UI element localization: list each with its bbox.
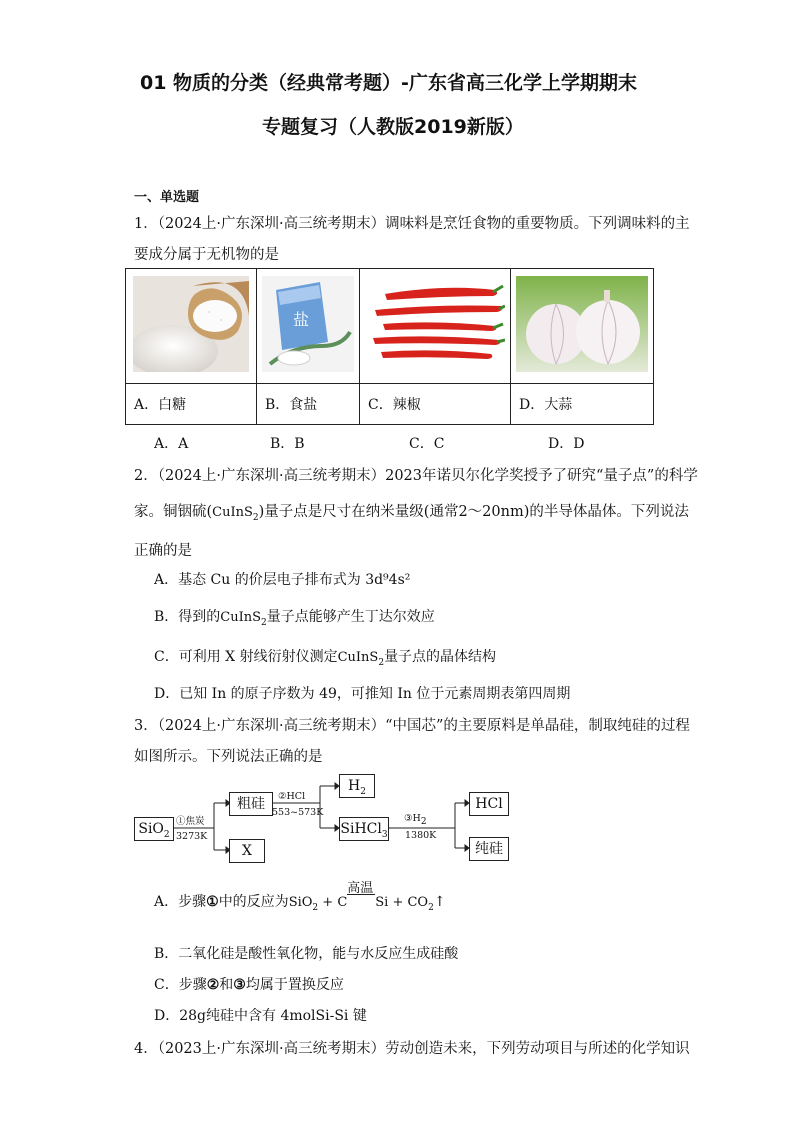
flow-step3-top-text: ③H [404,813,421,824]
flow-step2-bottom: 553~573K [272,807,324,818]
q3-eq-sio2: SiO [288,895,313,910]
flow-step2-top: ②HCl [278,791,306,802]
q1-stem-line2: 要成分属于无机物的是 [134,247,279,263]
q1-cell-a: A．白糖 [126,384,257,425]
q2-formula-sub: 2 [252,512,259,523]
flow-step3-sub: 2 [420,816,427,827]
q2-formula: CuInS [212,505,253,520]
q2-option-c-a: C．可利用 X 射线衍射仪测定 [154,649,338,665]
flow-box-h2 [339,774,375,798]
flow-h2-text: H [348,778,361,794]
sugar-image [126,269,257,384]
q3-eq-sub1: 2 [312,902,319,913]
q3-eq-cond-line [347,894,375,895]
q3-option-c [154,974,344,994]
flow-step3-bottom: 1380K [405,830,437,841]
q2-stem-line2 [134,500,689,523]
chili-image [360,269,511,384]
q3-option-b: B．二氧化硅是酸性氧化物，能与水反应生成硅酸 [154,946,459,962]
q2-option-c-formula: CuInS [337,650,379,665]
salt-image [257,269,360,384]
q3-option-c-pre: C．步骤 [154,977,207,993]
flow-sio2-text: SiO [138,821,164,837]
q1-cell-b: B．食盐 [257,384,360,425]
q3-eq-cond-text: 高温 [347,881,374,896]
garlic-image [511,269,654,384]
flow-box-pure-si: 纯硅 [469,837,509,861]
flow-sihcl3-sub: 3 [381,829,388,840]
q1-stem-line1: 1．（2024上·广东深圳·高三统考期末）调味料是烹饪食物的重要物质。下列调味料的主 [134,216,690,232]
q2-option-b-a: B．得到的 [154,609,221,625]
flow-sihcl3-text: SiHCl [340,821,382,837]
q3-stem-line1: 3．（2024上·广东深圳·高三统考期末）“中国芯”的主要原料是单晶硅，制取纯硅的过程 [134,718,690,734]
flow-sio2-sub: 2 [163,829,170,840]
q1-cell-c: C．辣椒 [360,384,511,425]
q3-option-a-circle: ① [206,894,219,910]
flow-h2-sub: 2 [360,786,366,797]
q2-option-b-formula: CuInS [220,610,262,625]
q3-eq-sub2: 2 [428,902,434,913]
q2-option-c [154,646,496,668]
q2-option-c-b: 量子点的晶体结构 [384,649,497,665]
q3-option-a-pre: A．步骤 [154,894,207,910]
q2-stem-line2-a: 家。铜铟硫( [134,504,213,520]
q3-eq-c: + C [318,895,348,910]
q3-stem-line2: 如图所示。下列说法正确的是 [134,749,323,765]
q1-answer-c: C．C [409,436,445,452]
q2-option-b [154,606,435,628]
q4-stem-line1: 4．（2023上·广东深圳·高三统考期末）劳动创造未来，下列劳动项目与所述的化学知识 [134,1041,690,1057]
q3-option-c-circle3: ③ [233,977,246,993]
q3-option-c-post: 均属于置换反应 [245,977,344,993]
flow-box-x: X [229,839,265,863]
q3-option-a-mid: 中的反应为 [218,894,289,910]
q1-image-table [125,268,654,425]
q2-option-b-b: 量子点能够产生丁达尔效应 [266,609,435,625]
flow-step1-top: ①焦炭 [176,816,205,827]
q3-eq-arrow-cond [347,881,375,906]
flow-step3-top [404,813,427,827]
q3-option-a [154,881,446,913]
q3-option-c-circle2: ② [206,977,220,993]
q3-eq-up-arrow: ↑ [433,894,446,910]
flow-step1-bottom: 3273K [176,831,208,842]
salt-label: 盐 [293,310,310,329]
doc-title-line1: 01 物质的分类（经典常考题）-广东省高三化学上学期期末 [140,72,637,94]
q3-option-d: D．28g纯硅中含有 4molSi-Si 键 [154,1008,367,1024]
q2-option-c-sub: 2 [378,657,385,668]
q2-stem-line1: 2．（2024上·广东深圳·高三统考期末）2023年诺贝尔化学奖授予了研究“量子点”的科学 [134,468,698,484]
q1-answer-a: A．A [154,436,189,452]
q2-stem-line3: 正确的是 [134,543,192,559]
q2-option-b-sub: 2 [261,617,267,628]
section-heading: 一、单选题 [134,190,200,205]
doc-title-line2: 专题复习（人教版2019新版） [262,116,524,138]
flow-box-sihcl3 [339,817,389,841]
q2-option-a: A．基态 Cu 的价层电子排布式为 3d⁹4s² [154,572,411,588]
q2-option-d: D．已知 In 的原子序数为 49，可推知 In 位于元素周期表第四周期 [154,686,571,702]
flow-box-crude-si: 粗硅 [229,792,273,816]
q3-option-c-and: 和 [219,977,234,993]
q1-answer-b: B．B [270,436,305,452]
flow-box-sio2 [134,817,174,841]
q1-cell-d: D．大蒜 [511,384,654,425]
q2-stem-line2-b: )量子点是尺寸在纳米量级(通常2～20nm)的半导体晶体。下列说法 [258,504,689,520]
q1-answer-d: D．D [548,436,585,452]
q3-eq-si: Si + CO [375,895,429,910]
flow-box-hcl: HCl [469,792,509,816]
